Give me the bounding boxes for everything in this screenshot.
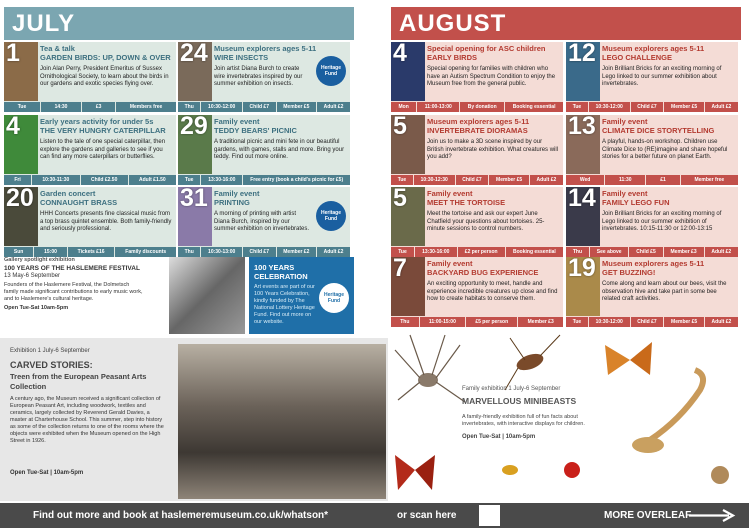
event-title: EARLY BIRDS [427, 53, 478, 62]
event-info-item: 11:00-13:00 [417, 102, 459, 112]
footer-bar [0, 503, 749, 528]
event-info-item: Member £3 [664, 247, 704, 257]
carved-photo [178, 344, 386, 499]
event-info-bar [566, 175, 738, 185]
event-info-bar [178, 247, 350, 257]
event-info-item: Adult £2 [317, 247, 350, 257]
event-info-item: Adult £1.50 [129, 175, 176, 185]
event-info-item: Family discounts [115, 247, 176, 257]
event-info-item: Free entry (book a child's picnic for £5) [243, 175, 350, 185]
wasp-icon [502, 465, 518, 475]
spider-icon [395, 335, 465, 402]
gallery-hours: Open Tue-Sat 10am-5pm [4, 305, 69, 311]
gallery-spotlight [4, 257, 245, 334]
carved-label: Exhibition 1 July-6 September [10, 348, 90, 354]
event-day: 19 [568, 257, 596, 282]
july-event-card [178, 187, 350, 257]
event-info-item: 11:30 [605, 175, 645, 185]
carved-subtitle: Treen from the European Peasant Arts Collection [10, 372, 147, 391]
event-info-item: Adult £2 [317, 102, 350, 112]
august-event-card [391, 42, 563, 112]
event-info-item: 13:30-16:00 [201, 175, 242, 185]
event-category: Family event [602, 117, 648, 126]
event-info-item: Child £7 [243, 102, 276, 112]
event-category: Museum explorers ages 5-11 [602, 44, 705, 53]
event-title: GET BUZZING! [602, 268, 656, 277]
july-event-card [4, 115, 176, 185]
carved-stories-panel [0, 338, 388, 501]
august-event-card [391, 257, 563, 327]
event-desc: Join Brilliant Bricks for an exciting morning of Lego linked to our summer exhibition of invertebrates. 10:15-11:30 or 12:00-13:15 [602, 211, 722, 233]
july-event-card [4, 42, 176, 112]
event-info-item: Child £2.50 [81, 175, 128, 185]
minibeasts-hours: Open Tue-Sat | 10am-5pm [462, 434, 536, 440]
minibeasts-label: Family exhibition 1 July-6 September [462, 386, 561, 392]
event-category: Museum explorers ages 5-11 [427, 117, 530, 126]
butterfly-icon [605, 342, 652, 375]
event-info-item: Member £3 [518, 317, 563, 327]
event-info-item: Tue [4, 102, 40, 112]
event-day: 4 [6, 115, 20, 140]
event-title: THE VERY HUNGRY CATERPILLAR [40, 126, 166, 135]
event-desc: Join Alan Perry, President Emeritus of Sussex Ornithological Society, to learn about the birds in our gardens and exotic species flying over. [40, 66, 169, 88]
event-info-item: Mon [391, 102, 416, 112]
event-info-item: Members free [116, 102, 176, 112]
event-info-bar [391, 317, 563, 327]
event-info-item: Child £5 [629, 247, 662, 257]
event-info-item: Member £5 [277, 102, 316, 112]
event-category: Tea & talk [40, 44, 75, 53]
beetle-icon [505, 335, 560, 390]
carved-desc: A century ago, the Museum received a significant collection of European Peasant Art, including woodwork, textiles and ceramics, largely collected by Reverend Gerald Davies, a master at Charterhouse School. This summer, step into history as some of the collection returns to one of the rooms where the objects were exhibited when the Museum opened on the High Street in 1926. [10, 396, 164, 444]
event-day: 29 [180, 115, 208, 140]
july-event-card [178, 42, 350, 112]
event-info-bar [566, 317, 738, 327]
august-event-card [566, 257, 738, 327]
event-info-item: 10:30-12:00 [589, 102, 630, 112]
event-info-item: Tue [566, 102, 588, 112]
july-event-card [178, 115, 350, 185]
celebration-panel [249, 257, 354, 334]
event-info-item: Sun [4, 247, 33, 257]
event-info-item: 13:30-16:00 [415, 247, 457, 257]
july-event-card [4, 187, 176, 257]
event-info-item: 10:30-12:00 [589, 317, 630, 327]
july-heading: JULY [4, 7, 354, 40]
event-desc: Come along and learn about our bees, visit the observation hive and take part in some bee related craft activities. [602, 281, 727, 303]
event-desc: Join Brilliant Bricks for an exciting morning of Lego linked to our summer exhibition about invertebrates. [602, 66, 722, 88]
event-info-item: Child £7 [631, 317, 664, 327]
minibeasts-panel [390, 330, 744, 501]
event-title: FAMILY LEGO FUN [602, 198, 670, 207]
heritage-fund-logo: Heritage Fund [316, 56, 346, 86]
snail-icon [711, 466, 729, 484]
event-info-item: £2 per person [458, 247, 505, 257]
event-info-item: Child £7 [631, 102, 664, 112]
event-info-item: 10:30-12:30 [414, 175, 455, 185]
qr-code-icon[interactable] [479, 505, 500, 526]
event-info-item: £5 per person [466, 317, 517, 327]
gallery-title: 100 YEARS OF THE HASLEMERE FESTIVAL [4, 265, 140, 272]
event-info-item: Member £5 [664, 317, 704, 327]
event-info-bar [391, 247, 563, 257]
event-info-item: See above [590, 247, 629, 257]
event-info-item: Thu [178, 102, 200, 112]
event-info-item: Member £2 [277, 247, 316, 257]
booking-link[interactable]: Find out more and book at haslemeremuseum.co.uk/whatson* [33, 510, 329, 521]
event-day: 13 [568, 115, 596, 140]
event-info-item: £3 [82, 102, 115, 112]
august-event-card [566, 115, 738, 185]
event-day: 14 [568, 187, 596, 212]
event-desc: A playful, hands-on workshop. Children use Climate Dice to (RE)imagine and share hopeful stories for a better future on planet Earth. [602, 139, 728, 161]
event-info-bar [566, 102, 738, 112]
event-info-item: Tue [391, 247, 414, 257]
event-category: Museum explorers ages 5-11 [602, 259, 705, 268]
event-desc: Listen to the tale of one special caterpillar, then explore the gardens and galleries to see if you can find any more caterpillars or butterflies. [40, 139, 166, 161]
event-info-item: 11:00-15:00 [420, 317, 465, 327]
event-desc: Special opening for families with children who have an Autism Spectrum Condition to enjoy the Museum free from the general public. [427, 66, 556, 88]
event-title: PRINTING [214, 198, 250, 207]
august-event-card [391, 187, 563, 257]
event-info-item: Member £5 [664, 102, 704, 112]
event-title: LEGO CHALLENGE [602, 53, 673, 62]
event-title: TEDDY BEARS' PICNIC [214, 126, 297, 135]
heritage-fund-logo: Heritage Fund [316, 201, 346, 231]
event-info-item: Thu [391, 317, 419, 327]
event-info-item: Adult £2 [530, 175, 563, 185]
event-info-item: 10:30-13:00 [201, 247, 242, 257]
gallery-photo [169, 257, 245, 334]
august-event-card [566, 187, 738, 257]
event-info-item: 10:30-11:30 [32, 175, 80, 185]
event-info-item: Wed [566, 175, 604, 185]
scorpion-icon [632, 370, 703, 453]
event-category: Family event [602, 189, 648, 198]
event-category: Family event [214, 189, 260, 198]
carved-title: CARVED STORIES: [10, 360, 93, 370]
scan-text: or scan here [397, 510, 457, 521]
event-info-item: Adult £2 [705, 247, 738, 257]
event-desc: HHH Concerts presents fine classical music from a top brass quintet ensemble. Both family-friendly and seriously professional. [40, 211, 172, 233]
event-title: GARDEN BIRDS: UP, DOWN & OVER [40, 53, 171, 62]
minibeasts-title: MARVELLOUS MINIBEASTS [462, 396, 577, 406]
event-desc: An exciting opportunity to meet, handle and experience incredible creatures up close and find how to create habitats to conserve them. [427, 281, 558, 303]
august-event-card [566, 42, 738, 112]
gallery-dates: 13 May-6 September [4, 273, 61, 279]
event-info-bar [566, 247, 738, 257]
event-info-item: Tue [566, 317, 588, 327]
celebration-title: 100 YEARS CELEBRATION [254, 263, 308, 281]
event-desc: A morning of printing with artist Diana Burch, inspired by our summer exhibition on invertebrates. [214, 211, 310, 233]
event-category: Family event [214, 117, 260, 126]
event-info-item: Tickets £16 [68, 247, 115, 257]
event-day: 5 [393, 187, 407, 212]
event-category: Special opening for ASC children [427, 44, 546, 53]
minibeasts-desc: A family-friendly exhibition full of fun facts about invertebrates, with interactive displays for children. [462, 414, 585, 427]
event-info-item: Adult £2 [705, 102, 738, 112]
event-info-item: Booking essential [506, 247, 563, 257]
event-info-item: 10:30-12:00 [201, 102, 242, 112]
event-day: 1 [6, 42, 20, 67]
event-category: Family event [427, 189, 473, 198]
celebration-desc: Art events are part of our 100 Years Celebration, kindly funded by The National Lottery Heritage Fund. Find out more on our website. [254, 284, 315, 325]
event-info-item: Booking essential [505, 102, 563, 112]
more-overleaf-text: MORE OVERLEAF [604, 510, 692, 521]
gallery-label: Gallery spotlight exhibition [4, 257, 75, 263]
event-info-item: Member £5 [489, 175, 529, 185]
event-desc: Meet the tortoise and ask our expert June Chatfield your questions about tortoises. 25-minute sessions to control numbers. [427, 211, 545, 233]
carved-hours: Open Tue-Sat | 10am-5pm [10, 470, 84, 476]
event-desc: Join artist Diana Burch to create wire invertebrates inspired by our summer exhibition on insects. [214, 66, 303, 88]
event-info-item: Child £7 [243, 247, 276, 257]
event-day: 24 [180, 42, 208, 67]
event-info-bar [4, 175, 176, 185]
event-info-bar [4, 247, 176, 257]
event-info-item: Adult £2 [705, 317, 738, 327]
arrow-right-icon [689, 509, 737, 522]
event-info-item: 14:30 [41, 102, 81, 112]
event-info-item: Thu [566, 247, 589, 257]
event-info-item: Tue [178, 175, 200, 185]
event-category: Family event [427, 259, 473, 268]
august-heading: AUGUST [391, 7, 741, 40]
event-info-bar [391, 175, 563, 185]
event-title: BACKYARD BUG EXPERIENCE [427, 268, 539, 277]
event-info-item: Tue [391, 175, 413, 185]
august-event-card [391, 115, 563, 185]
event-info-bar [178, 175, 350, 185]
heritage-fund-logo: Heritage Fund [319, 283, 349, 313]
event-title: MEET THE TORTOISE [427, 198, 506, 207]
ladybird-icon [564, 462, 580, 478]
event-day: 5 [393, 115, 407, 140]
event-day: 7 [393, 257, 407, 282]
event-info-bar [4, 102, 176, 112]
event-title: WIRE INSECTS [214, 53, 269, 62]
event-title: CLIMATE DICE STORYTELLING [602, 126, 715, 135]
red-butterfly-icon [395, 455, 435, 490]
event-desc: A traditional picnic and mini fete in our beautiful gardens, with games, stalls and more. Bring your teddy. Find out more online. [214, 139, 345, 161]
event-info-item: 15:00 [34, 247, 67, 257]
event-day: 31 [180, 187, 208, 212]
event-title: INVERTEBRATE DIORAMAS [427, 126, 528, 135]
event-info-item: Child £7 [456, 175, 489, 185]
event-info-item: Thu [178, 247, 200, 257]
event-info-item: Fri [4, 175, 31, 185]
event-day: 4 [393, 42, 407, 67]
event-category: Early years activity for under 5s [40, 117, 154, 126]
event-info-item: Member free [681, 175, 738, 185]
event-category: Museum explorers ages 5-11 [214, 44, 317, 53]
event-info-item: £1 [646, 175, 679, 185]
event-day: 12 [568, 42, 596, 67]
gallery-desc: Founders of the Haslemere Festival, the Dolmetsch family made significant contributions to early music work, and to Haslemere's cultural heritage. [4, 282, 143, 302]
event-desc: Join us to make a 3D scene inspired by our British invertebrate exhibition. What creatures will you add? [427, 139, 559, 161]
event-title: CONNAUGHT BRASS [40, 198, 118, 207]
event-day: 20 [6, 187, 34, 212]
event-info-bar [391, 102, 563, 112]
event-info-item: By donation [460, 102, 504, 112]
event-info-bar [178, 102, 350, 112]
event-category: Garden concert [40, 189, 96, 198]
